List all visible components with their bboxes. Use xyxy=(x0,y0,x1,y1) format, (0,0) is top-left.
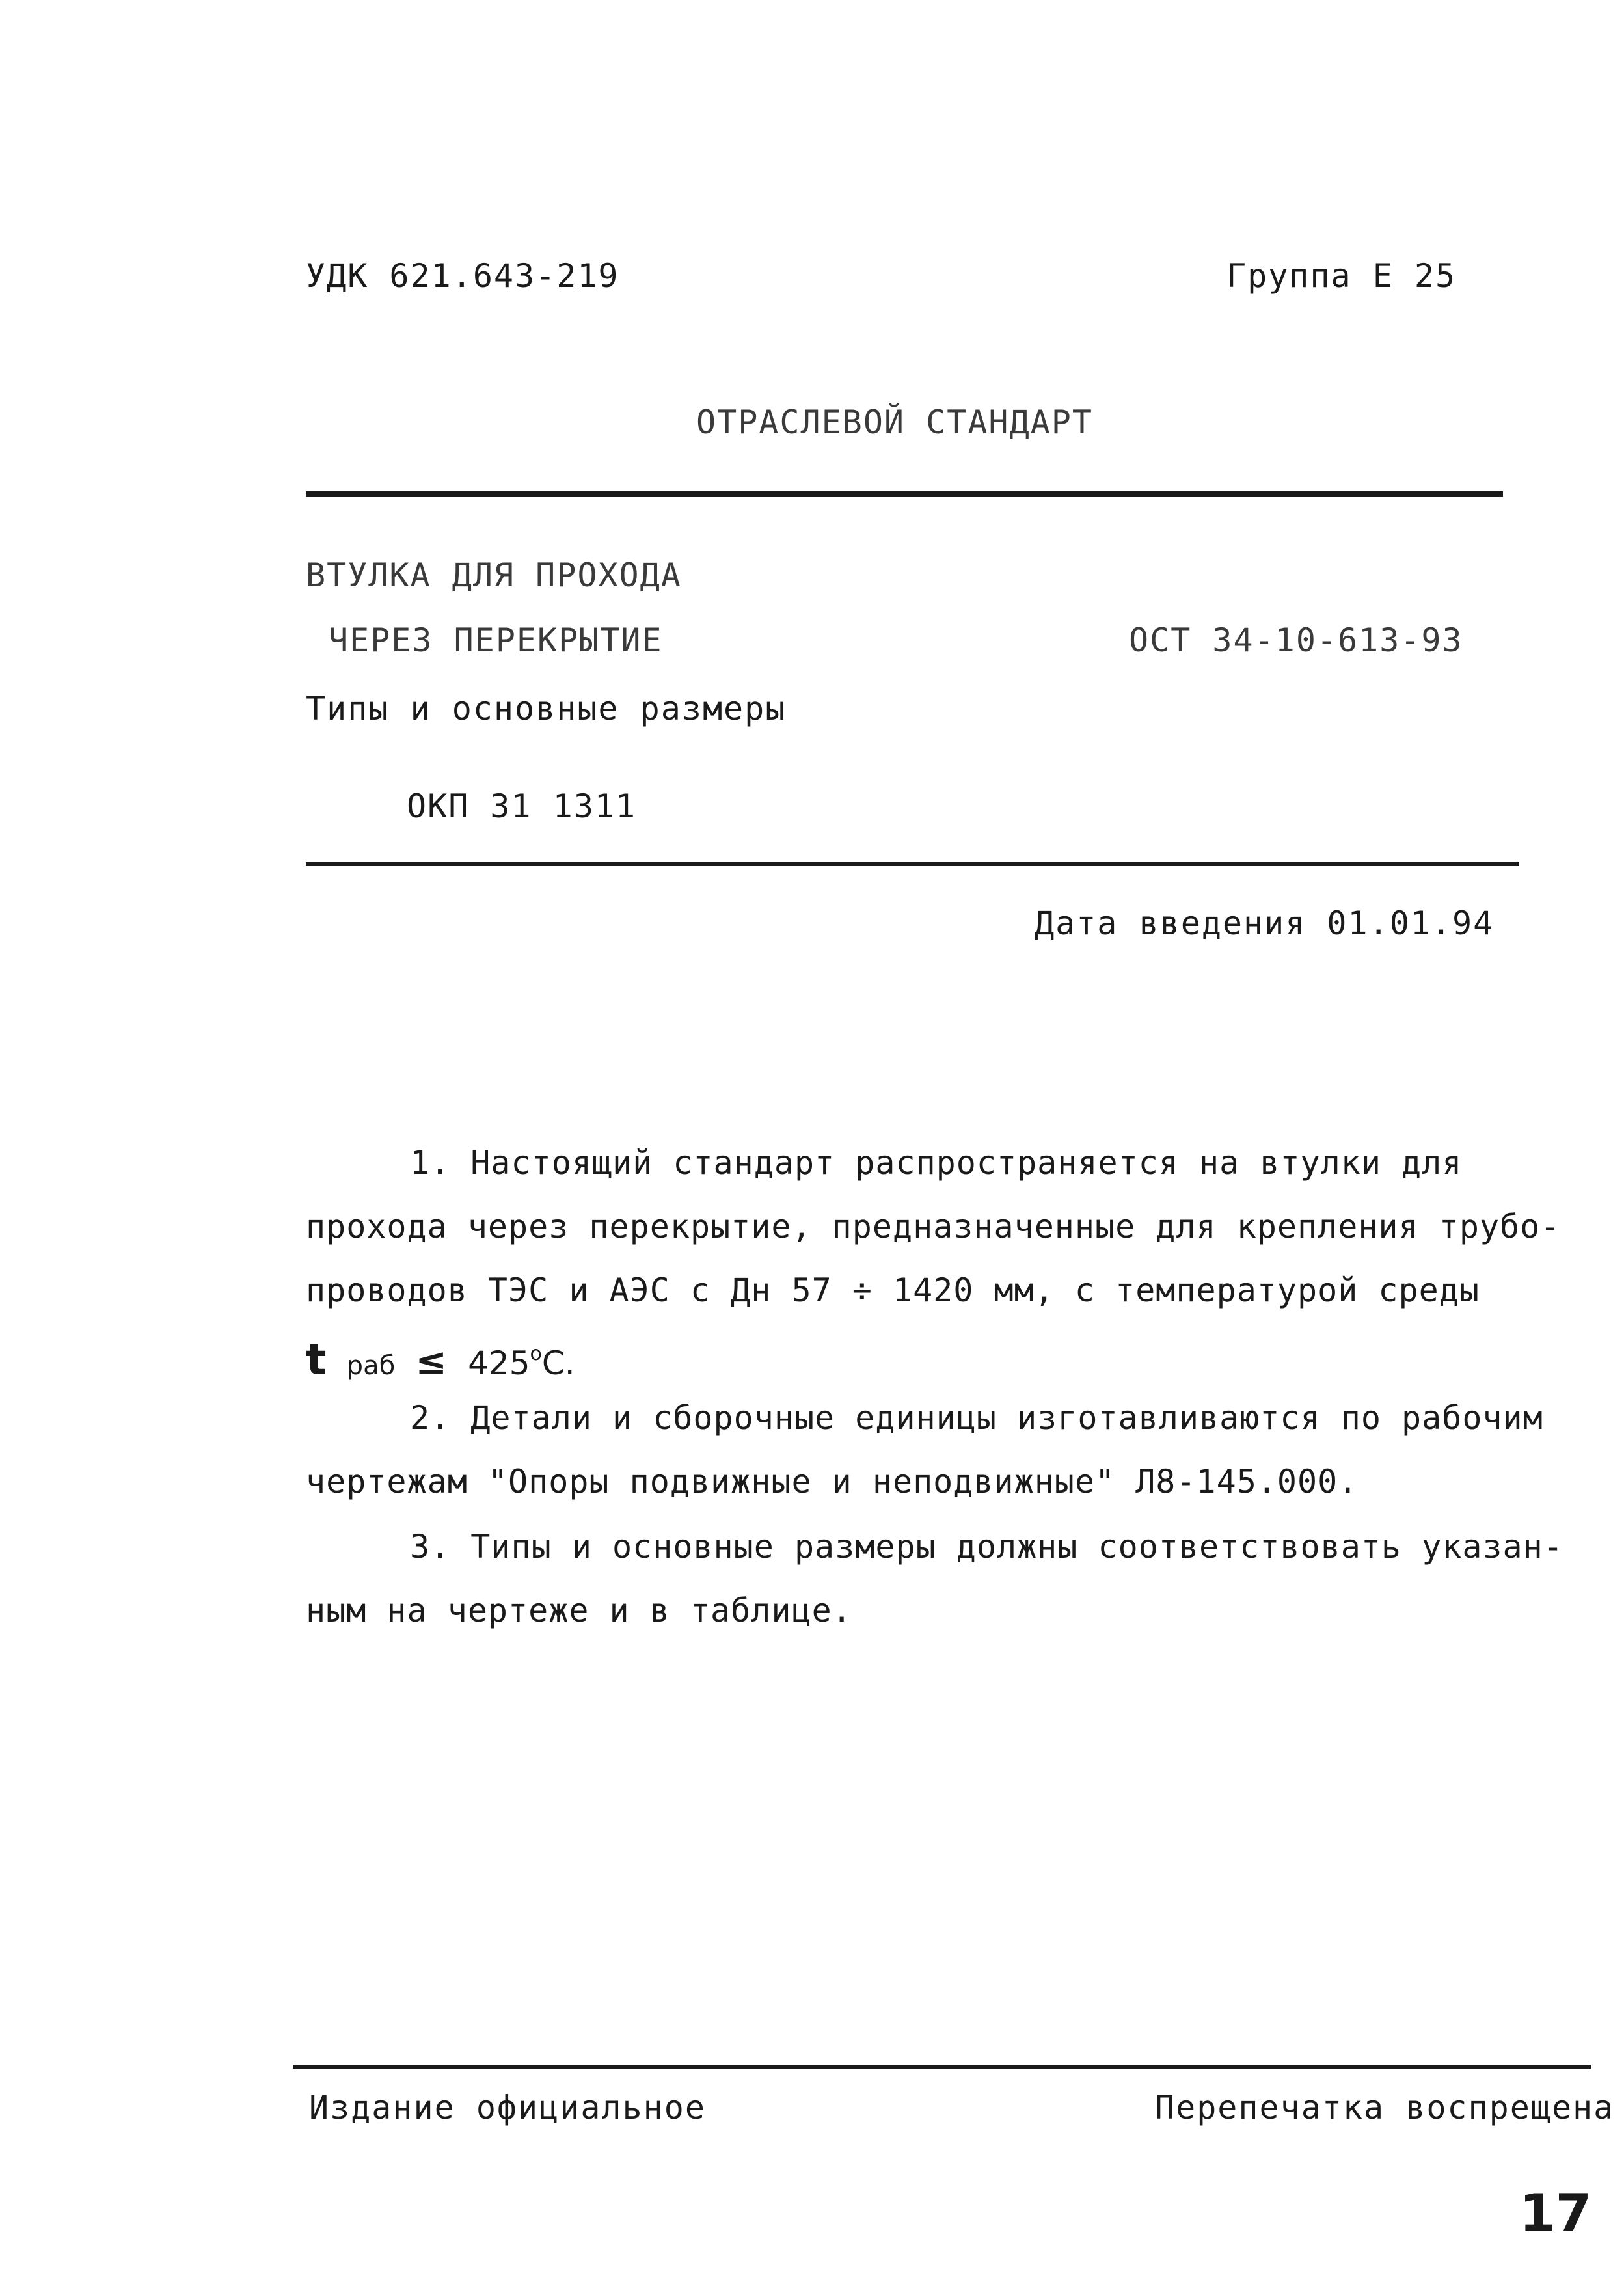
udk-code: УДК 621.643-219 xyxy=(306,257,619,295)
page-number: 17 xyxy=(1519,2183,1592,2244)
standard-number: ОСТ 34-10-613-93 xyxy=(1129,621,1463,659)
temperature-unit: С. xyxy=(541,1344,575,1382)
degree-sign: o xyxy=(530,1342,542,1365)
paragraph-2-line-2: чертежам "Опоры подвижные и неподвижные" Л8-145.000. xyxy=(306,1463,1359,1501)
temperature-subscript: раб xyxy=(346,1351,396,1381)
paragraph-3-line-1: 3. Типы и основные размеры должны соответствовать указан- xyxy=(410,1528,1563,1566)
paragraph-3-line-2: ным на чертеже и в таблице. xyxy=(306,1592,852,1629)
top-rule xyxy=(306,491,1503,497)
title-line-1: ВТУЛКА ДЛЯ ПРОХОДА xyxy=(306,556,682,594)
paragraph-3 xyxy=(306,1515,1563,1642)
paragraph-1-line-3: проводов ТЭС и АЭС с Дн 57 ÷ 1420 мм, с температурой среды xyxy=(306,1271,1480,1309)
reprint-prohibited-note: Перепечатка воспрещена xyxy=(1155,2089,1615,2126)
temperature-value: 425$^o$С. xyxy=(468,1342,575,1382)
paragraph-2 xyxy=(306,1386,1542,1514)
paragraph-1 xyxy=(306,1131,1561,1398)
title-line-2: ЧЕРЕЗ ПЕРЕКРЫТИЕ xyxy=(329,621,663,659)
footer-rule xyxy=(293,2065,1591,2069)
mid-rule xyxy=(306,862,1519,866)
paragraph-2-line-1: 2. Детали и сборочные единицы изготавливаются по рабочим xyxy=(410,1399,1543,1437)
introduction-date: Дата введения 01.01.94 xyxy=(1035,904,1495,942)
temperature-symbol: t xyxy=(306,1335,327,1385)
paragraph-1-line-1: 1. Настоящий стандарт распространяется на втулки для xyxy=(410,1144,1463,1182)
title-line-3: Типы и основные размеры xyxy=(306,690,787,727)
less-or-equal-sign: ≤ xyxy=(415,1339,448,1383)
group-code: Группа Е 25 xyxy=(1226,257,1457,295)
official-edition-note: Издание официальное xyxy=(309,2089,706,2126)
paragraph-1-line-2: прохода через перекрытие, предназначенные для крепления трубо- xyxy=(306,1208,1561,1245)
okp-code: ОКП 31 1311 xyxy=(407,787,637,825)
document-type: ОТРАСЛЕВОЙ СТАНДАРТ xyxy=(696,403,1093,441)
